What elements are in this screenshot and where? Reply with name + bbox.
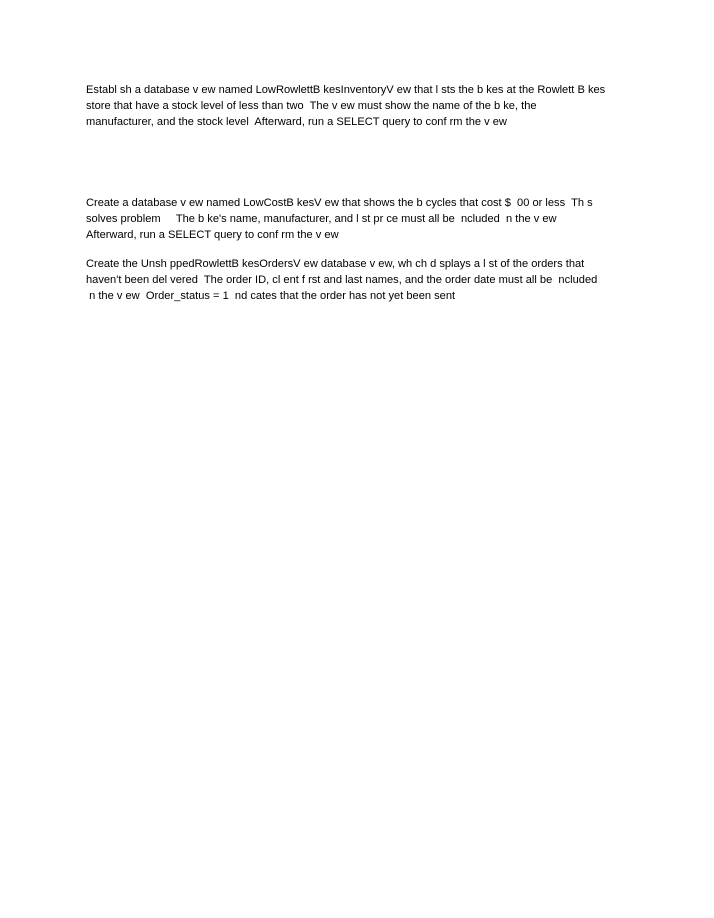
paragraph-low-cost-bikes-view	[86, 195, 656, 243]
paragraph-unshipped-orders-view	[86, 256, 656, 304]
paragraph-line: store that have a stock level of less than two The v ew must show the name of the b ke, the	[86, 100, 537, 112]
paragraph-line: solves problem The b ke's name, manufacturer, and l st pr ce must all be ncluded n the v ew	[86, 213, 557, 225]
paragraph-line: haven't been del vered The order ID, cl ent f rst and last names, and the order date must all be ncluded	[86, 274, 598, 286]
paragraph-line: Establ sh a database v ew named LowRowlettB kesInventoryV ew that l sts the b kes at the Rowlett B kes	[86, 84, 606, 96]
paragraph-line: Create a database v ew named LowCostB kesV ew that shows the b cycles that cost $ 00 or less Th s	[86, 197, 593, 209]
paragraph-low-rowlett-bikes-inventory-view	[86, 82, 656, 130]
paragraph-line: manufacturer, and the stock level Afterward, run a SELECT query to conf rm the v ew	[86, 116, 507, 128]
paragraph-line: Create the Unsh ppedRowlettB kesOrdersV ew database v ew, wh ch d splays a l st of the orders that	[86, 258, 585, 270]
paragraph-line: n the v ew Order_status = 1 nd cates that the order has not yet been sent	[86, 290, 456, 302]
paragraph-line: Afterward, run a SELECT query to conf rm the v ew	[86, 229, 339, 241]
